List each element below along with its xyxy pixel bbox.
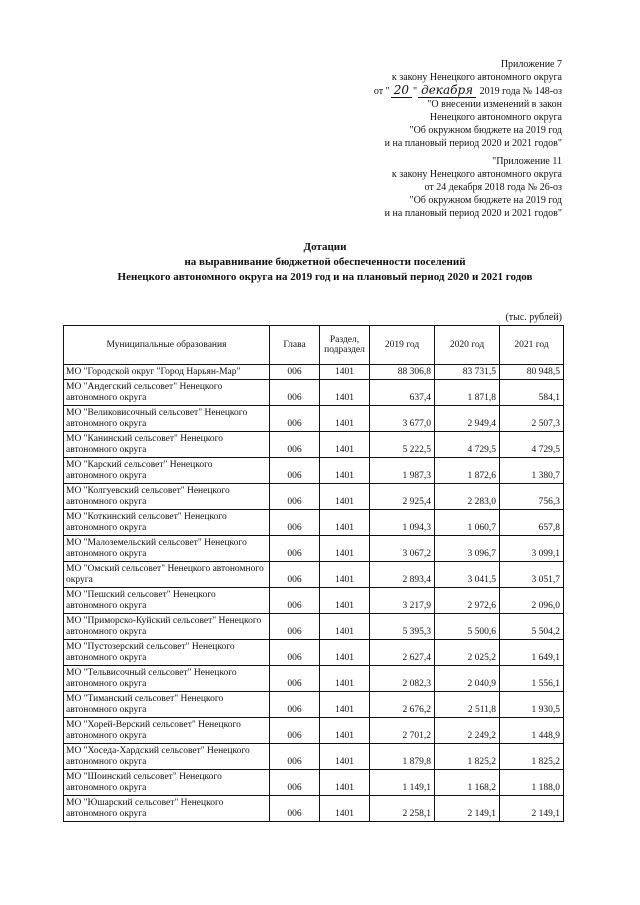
value-2019-cell: 3 677,0 xyxy=(370,406,435,432)
law-title-line3: "Об окружном бюджете на 2019 год xyxy=(409,125,562,136)
glava-cell: 006 xyxy=(270,562,320,588)
municipality-cell: МО "Пешский сельсовет" Ненецкого автономного округа xyxy=(64,588,270,614)
value-2019-cell: 88 306,8 xyxy=(370,365,435,380)
glava-cell: 006 xyxy=(270,692,320,718)
value-2021-cell: 3 051,7 xyxy=(500,562,564,588)
value-2019-cell: 2 676,2 xyxy=(370,692,435,718)
glava-cell: 006 xyxy=(270,536,320,562)
value-2021-cell: 1 825,2 xyxy=(500,744,564,770)
value-2020-cell: 2 040,9 xyxy=(435,666,500,692)
table-header-row xyxy=(64,326,564,365)
razdel-cell: 1401 xyxy=(320,562,370,588)
glava-cell: 006 xyxy=(270,380,320,406)
municipality-cell: МО "Шоинский сельсовет" Ненецкого автономного округа xyxy=(64,770,270,796)
razdel-cell: 1401 xyxy=(320,692,370,718)
table-row xyxy=(64,770,564,796)
table-row xyxy=(64,406,564,432)
value-2020-cell: 1 168,2 xyxy=(435,770,500,796)
original-law-date: от 24 декабря 2018 года № 26-оз xyxy=(424,182,562,193)
appendix-header xyxy=(374,58,562,150)
value-2020-cell: 2 149,1 xyxy=(435,796,500,822)
razdel-cell: 1401 xyxy=(320,484,370,510)
value-2020-cell: 1 872,6 xyxy=(435,458,500,484)
value-2020-cell: 1 871,8 xyxy=(435,380,500,406)
value-2021-cell: 1 380,7 xyxy=(500,458,564,484)
value-2021-cell: 5 504,2 xyxy=(500,614,564,640)
razdel-cell: 1401 xyxy=(320,718,370,744)
glava-cell: 006 xyxy=(270,770,320,796)
law-title-line1: "О внесении изменений в закон xyxy=(427,99,562,110)
value-2019-cell: 5 222,5 xyxy=(370,432,435,458)
appendix-number: Приложение 7 xyxy=(500,59,562,70)
razdel-cell: 1401 xyxy=(320,365,370,380)
value-2020-cell: 2 025,2 xyxy=(435,640,500,666)
glava-cell: 006 xyxy=(270,510,320,536)
glava-cell: 006 xyxy=(270,744,320,770)
value-2019-cell: 3 217,9 xyxy=(370,588,435,614)
value-2021-cell: 2 507,3 xyxy=(500,406,564,432)
glava-cell: 006 xyxy=(270,365,320,380)
razdel-cell: 1401 xyxy=(320,588,370,614)
value-2019-cell: 2 082,3 xyxy=(370,666,435,692)
value-2021-cell: 657,8 xyxy=(500,510,564,536)
glava-cell: 006 xyxy=(270,666,320,692)
glava-cell: 006 xyxy=(270,406,320,432)
glava-cell: 006 xyxy=(270,458,320,484)
table-row xyxy=(64,562,564,588)
municipality-cell: МО "Городской округ "Город Нарьян-Мар" xyxy=(64,365,270,380)
value-2021-cell: 3 099,1 xyxy=(500,536,564,562)
municipality-cell: МО "Тельвисочный сельсовет" Ненецкого автономного округа xyxy=(64,666,270,692)
value-2021-cell: 80 948,5 xyxy=(500,365,564,380)
value-2020-cell: 3 041,5 xyxy=(435,562,500,588)
razdel-cell: 1401 xyxy=(320,614,370,640)
title-line1: Дотации xyxy=(303,241,347,253)
value-2020-cell: 3 096,7 xyxy=(435,536,500,562)
value-2019-cell: 2 627,4 xyxy=(370,640,435,666)
law-title-line4: и на плановый период 2020 и 2021 годов" xyxy=(384,138,562,149)
value-2021-cell: 1 448,9 xyxy=(500,718,564,744)
table-row xyxy=(64,588,564,614)
law-title-line2: Ненецкого автономного округа xyxy=(429,112,562,123)
value-2021-cell: 584,1 xyxy=(500,380,564,406)
header-2021: 2021 год xyxy=(500,326,564,365)
razdel-cell: 1401 xyxy=(320,666,370,692)
razdel-cell: 1401 xyxy=(320,796,370,822)
law-reference: к закону Ненецкого автономного округа xyxy=(391,72,562,83)
header-2020: 2020 год xyxy=(435,326,500,365)
municipality-cell: МО "Тиманский сельсовет" Ненецкого автономного округа xyxy=(64,692,270,718)
subsidies-table xyxy=(63,325,564,822)
table-row xyxy=(64,692,564,718)
value-2019-cell: 2 258,1 xyxy=(370,796,435,822)
municipality-cell: МО "Омский сельсовет" Ненецкого автономного округа xyxy=(64,562,270,588)
original-law-reference: к закону Ненецкого автономного округа xyxy=(391,169,562,180)
header-glava: Глава xyxy=(270,326,320,365)
value-2019-cell: 637,4 xyxy=(370,380,435,406)
value-2019-cell: 1 149,1 xyxy=(370,770,435,796)
value-2021-cell: 2 149,1 xyxy=(500,796,564,822)
glava-cell: 006 xyxy=(270,718,320,744)
municipality-cell: МО "Колгуевский сельсовет" Ненецкого автономного округа xyxy=(64,484,270,510)
value-2019-cell: 1 987,3 xyxy=(370,458,435,484)
value-2020-cell: 5 500,6 xyxy=(435,614,500,640)
value-2021-cell: 1 649,1 xyxy=(500,640,564,666)
law-date: от " 20 " декабря 2019 года № 148-оз xyxy=(373,83,562,97)
table-row xyxy=(64,744,564,770)
value-2021-cell: 2 096,0 xyxy=(500,588,564,614)
value-2020-cell: 2 972,6 xyxy=(435,588,500,614)
value-2019-cell: 1 094,3 xyxy=(370,510,435,536)
municipality-cell: МО "Малоземельский сельсовет" Ненецкого автономного округа xyxy=(64,536,270,562)
value-2019-cell: 2 701,2 xyxy=(370,718,435,744)
table-row xyxy=(64,458,564,484)
value-2021-cell: 1 188,0 xyxy=(500,770,564,796)
razdel-cell: 1401 xyxy=(320,380,370,406)
units-label: (тыс. рублей) xyxy=(505,312,562,323)
value-2021-cell: 4 729,5 xyxy=(500,432,564,458)
header-municipality: Муниципальные образования xyxy=(64,326,270,365)
table-row xyxy=(64,484,564,510)
handwritten-day: 20 xyxy=(391,84,412,98)
razdel-cell: 1401 xyxy=(320,510,370,536)
value-2021-cell: 1 556,1 xyxy=(500,666,564,692)
razdel-cell: 1401 xyxy=(320,432,370,458)
table-row xyxy=(64,536,564,562)
table-row xyxy=(64,510,564,536)
municipality-cell: МО "Хоседа-Хардский сельсовет" Ненецкого автономного округа xyxy=(64,744,270,770)
municipality-cell: МО "Хорей-Верский сельсовет" Ненецкого автономного округа xyxy=(64,718,270,744)
value-2019-cell: 1 879,8 xyxy=(370,744,435,770)
table-row xyxy=(64,666,564,692)
handwritten-month: декабря xyxy=(418,84,476,98)
value-2020-cell: 2 949,4 xyxy=(435,406,500,432)
glava-cell: 006 xyxy=(270,614,320,640)
header-2019: 2019 год xyxy=(370,326,435,365)
table-body xyxy=(64,365,564,822)
table-row xyxy=(64,380,564,406)
table-row xyxy=(64,718,564,744)
glava-cell: 006 xyxy=(270,796,320,822)
value-2020-cell: 4 729,5 xyxy=(435,432,500,458)
razdel-cell: 1401 xyxy=(320,406,370,432)
razdel-cell: 1401 xyxy=(320,458,370,484)
municipality-cell: МО "Андегский сельсовет" Ненецкого автономного округа xyxy=(64,380,270,406)
value-2020-cell: 2 283,0 xyxy=(435,484,500,510)
razdel-cell: 1401 xyxy=(320,744,370,770)
glava-cell: 006 xyxy=(270,432,320,458)
title-line3: Ненецкого автономного округа на 2019 год и на плановый период 2020 и 2021 годов xyxy=(117,271,533,283)
value-2020-cell: 2 511,8 xyxy=(435,692,500,718)
document-title xyxy=(60,240,590,285)
original-law-title-line2: и на плановый период 2020 и 2021 годов" xyxy=(384,208,562,219)
value-2020-cell: 1 060,7 xyxy=(435,510,500,536)
municipality-cell: МО "Великовисочный сельсовет" Ненецкого автономного округа xyxy=(64,406,270,432)
original-law-title-line1: "Об окружном бюджете на 2019 год xyxy=(409,195,562,206)
table-row xyxy=(64,640,564,666)
razdel-cell: 1401 xyxy=(320,536,370,562)
glava-cell: 006 xyxy=(270,484,320,510)
value-2019-cell: 2 925,4 xyxy=(370,484,435,510)
table-row xyxy=(64,796,564,822)
header-razdel: Раздел, подраздел xyxy=(320,326,370,365)
value-2019-cell: 3 067,2 xyxy=(370,536,435,562)
municipality-cell: МО "Карский сельсовет" Ненецкого автономного округа xyxy=(64,458,270,484)
title-line2: на выравнивание бюджетной обеспеченности поселений xyxy=(184,256,466,268)
municipality-cell: МО "Юшарский сельсовет" Ненецкого автономного округа xyxy=(64,796,270,822)
municipality-cell: МО "Канинский сельсовет" Ненецкого автономного округа xyxy=(64,432,270,458)
value-2019-cell: 2 893,4 xyxy=(370,562,435,588)
value-2021-cell: 1 930,5 xyxy=(500,692,564,718)
value-2021-cell: 756,3 xyxy=(500,484,564,510)
table-row xyxy=(64,365,564,380)
municipality-cell: МО "Приморско-Куйский сельсовет" Ненецкого автономного округа xyxy=(64,614,270,640)
municipality-cell: МО "Пустозерский сельсовет" Ненецкого автономного округа xyxy=(64,640,270,666)
original-appendix-number: "Приложение 11 xyxy=(492,156,562,167)
razdel-cell: 1401 xyxy=(320,770,370,796)
value-2020-cell: 2 249,2 xyxy=(435,718,500,744)
table-row xyxy=(64,432,564,458)
original-appendix-header xyxy=(385,155,562,220)
razdel-cell: 1401 xyxy=(320,640,370,666)
table-row xyxy=(64,614,564,640)
glava-cell: 006 xyxy=(270,588,320,614)
value-2019-cell: 5 395,3 xyxy=(370,614,435,640)
glava-cell: 006 xyxy=(270,640,320,666)
value-2020-cell: 83 731,5 xyxy=(435,365,500,380)
municipality-cell: МО "Коткинский сельсовет" Ненецкого автономного округа xyxy=(64,510,270,536)
value-2020-cell: 1 825,2 xyxy=(435,744,500,770)
